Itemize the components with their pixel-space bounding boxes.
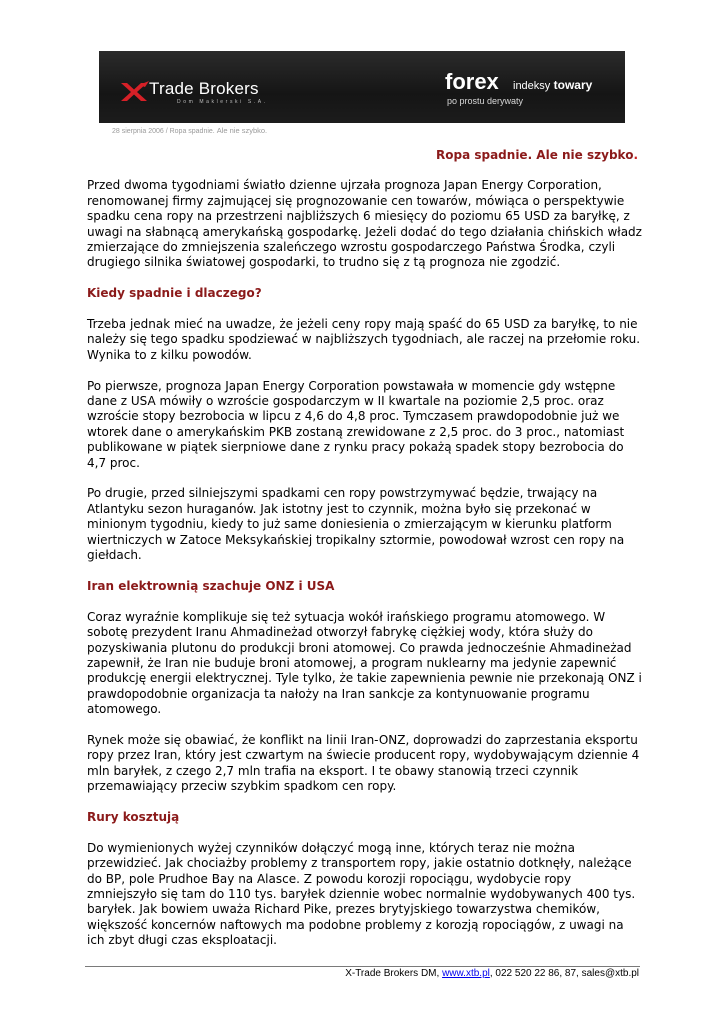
logo-text: Trade Brokers [149, 79, 259, 98]
product-tagline-light: indeksy [513, 80, 551, 92]
company-logo [119, 79, 279, 109]
footer [345, 968, 639, 979]
product-tagline-bold: towary [553, 78, 593, 92]
article-title-text: Ropa spadnie. Ale nie szybko [436, 148, 634, 162]
article [87, 148, 642, 964]
product-name: forex [445, 69, 499, 94]
article-title-dot: . [633, 148, 638, 162]
product-tagline [513, 78, 592, 92]
paragraph-7: Do wymienionych wyżej czynników dołączyć mogą inne, których teraz nie można przewidzieć. Jak chociażby problemy z transportem ropy, jakie ostatnio dotknęły, należące do BP, pole Prudhoe Bay na Alasce. Z powodu korozji ropociągu, wydobycie ropy zmniejszyło się tam do 110 tys. baryłek dziennie wobec normalnie wydobywanych 400 tys. baryłek. Jak bowiem uważa Richard Pike, prezes brytyjskiego towarzystwa chemików, większość koncernów naftowych ma podobne problemy z korozją ropociągów, z uwagi na ich zbyt długi czas eksploatacji. [87, 840, 636, 948]
header-banner [99, 51, 625, 123]
paragraph-3: Po pierwsze, prognoza Japan Energy Corporation powstawała w momencie gdy wstępne dane z USA mówiły o wzroście gospodarczym w II kwartale na poziomie 2,5 proc. oraz wzroście stopy bezrobocia w lipcu z 4,6 do 4,8 proc. Tymczasem prawdopodobnie już we wtorek dane o amerykańskim PKB zostaną zrewidowane z 2,5 proc. do 3 proc., natomiast publikowane w piątek sierpniowe dane z rynku pracy pokażą spadek stopy bezrobocia do 4,7 proc. [87, 378, 625, 470]
section-heading-2: Iran elektrownią szachuje ONZ i USA [87, 578, 335, 593]
paragraph-5: Coraz wyraźnie komplikuje się też sytuacja wokół irańskiego programu atomowego. W sobotę prezydent Iranu Ahmadineżad otworzył fabrykę ciężkiej wody, która służy do pozyskiwania plutonu do produkcji broni atomowej. Co prawda jednocześnie Ahmadineżad zapewnił, że Iran nie buduje broni atomowej, a program nuklearny ma jedynie zapewnić produkcję energii elektrycznej. Tyle tylko, że takie zapewnienia pewnie nie przekonają ONZ i prawdopodobnie organizacja ta nałoży na Iran sankcje za kontynuowanie programu atomowego. [87, 609, 642, 717]
footer-website-link[interactable]: www.xtb.pl [442, 968, 490, 979]
product-logo [445, 69, 615, 113]
breadcrumb-path: 28 sierpnia 2006 / Ropa spadnie. [112, 128, 215, 135]
x-logo-icon [119, 79, 151, 105]
article-title [87, 148, 638, 163]
product-subtitle: po prostu derywaty [447, 96, 524, 106]
paragraph-1: Przed dwoma tygodniami światło dzienne ujrzała prognoza Japan Energy Corporation, renomowanej firmy zajmującej się prognozowanie cen towarów, mówiąca o perspektywie spadku cena ropy na przestrzeni najbliższych 6 miesięcy do poziomu 65 USD za baryłkę, z uwagi na słabnącą amerykańską gospodarkę. Jeżeli dodać do tego działania chińskich władz zmierzające do zmniejszenia szaleńczego wzrostu gospodarczego Państwa Środka, czyli drugiego silnika światowej gospodarki, to trudno się z tą prognoza nie zgodzić. [87, 178, 642, 270]
paragraph-6: Rynek może się obawiać, że konflikt na linii Iran-ONZ, doprowadzi do zaprzestania eksportu ropy przez Iran, który jest czwartym na świecie producent ropy, wydobywającym dziennie 4 mln baryłek, z czego 2,7 mln trafia na eksport. I te obawy stanowią trzeci czynnik przemawiający przeciw szybkim spadkom cen ropy. [87, 732, 640, 794]
paragraph-2: Trzeba jednak mieć na uwadze, że jeżeli ceny ropy mają spaść do 65 USD za baryłkę, to nie należy się tego spadku spodziewać w najbliższych tygodniach, ale raczej na przełomie roku. Wynika to z kilku powodów. [87, 317, 641, 362]
section-heading-1: Kiedy spadnie i dlaczego? [87, 286, 262, 301]
section-heading-3: Rury kosztują [87, 809, 180, 824]
footer-contact: , 022 520 22 86, 87, sales@xtb.pl [489, 968, 639, 979]
footer-company: X-Trade Brokers DM, [345, 968, 443, 979]
footer-divider [85, 966, 640, 967]
logo-subtext: Dom Maklerski S.A. [177, 99, 268, 105]
breadcrumb [112, 126, 267, 135]
breadcrumb-current: Ale nie szybko. [216, 126, 268, 135]
paragraph-4: Po drugie, przed silniejszymi spadkami cen ropy powstrzymywać będzie, trwający na Atlantyku sezon huraganów. Jak istotny jest to czynnik, można było się przekonać w minionym tygodniu, kiedy to już same doniesienia o zmierzającym w kierunku platform wiertniczych w Zatoce Meksykańskiej tropikalny sztormie, powodował wzrost cen ropy na giełdach. [87, 486, 625, 563]
